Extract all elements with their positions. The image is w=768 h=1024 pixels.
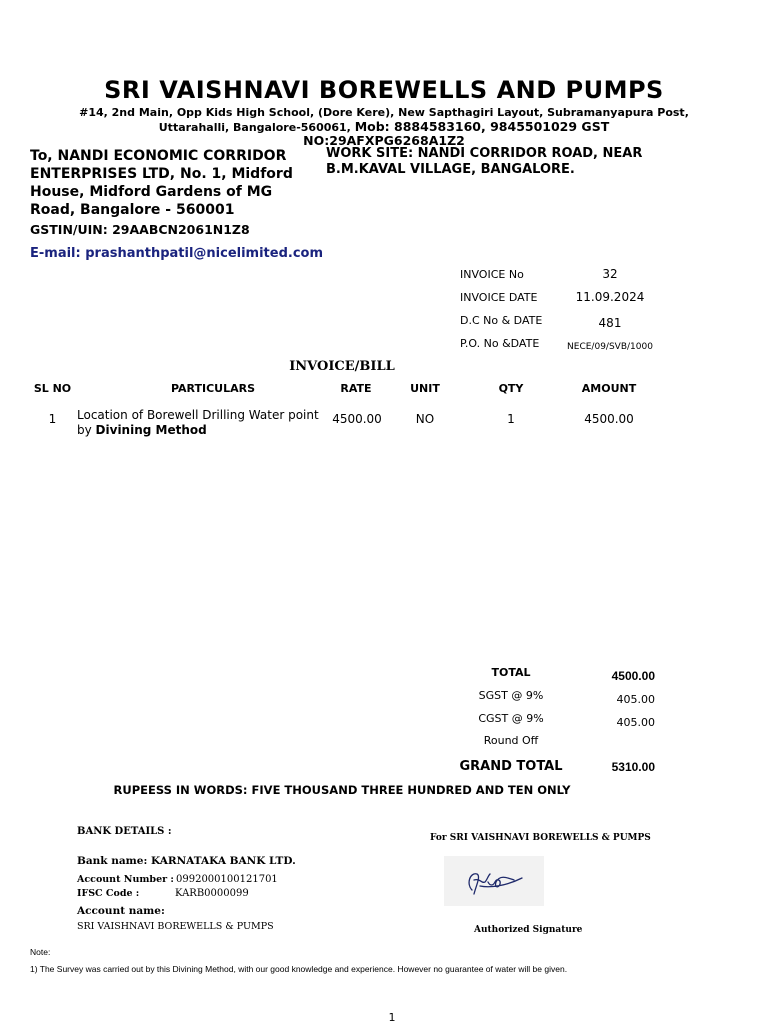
company-address-line1: #14, 2nd Main, Opp Kids High School, (Dore Kere), New Sapthagiri Layout, Subramanyapura Post, [79, 106, 689, 119]
ifsc-label: IFSC Code : [77, 888, 140, 899]
signature-box [444, 856, 544, 906]
customer-email: E-mail: prashanthpatil@nicelimited.com [30, 246, 324, 261]
bank-details-heading: BANK DETAILS : [77, 826, 172, 837]
row-amount: 4500.00 [584, 412, 634, 426]
grand-total-value: 5310.00 [611, 760, 655, 774]
company-name: SRI VAISHNAVI BOREWELLS AND PUMPS [104, 76, 664, 104]
row-sl-no: 1 [48, 412, 57, 426]
dc-no-value: 481 [598, 316, 622, 330]
cgst-label: CGST @ 9% [478, 712, 544, 725]
total-value: 4500.00 [611, 669, 655, 683]
sgst-label: SGST @ 9% [478, 689, 544, 702]
header-rate: RATE [340, 382, 372, 395]
account-number-value: 0992000100121701 [176, 874, 278, 885]
header-qty: QTY [498, 382, 524, 395]
company-address-line2 [30, 120, 738, 134]
authorized-signature-label: Authorized Signature [474, 925, 583, 935]
account-name-label: Account name: [77, 905, 165, 917]
header-unit: UNIT [410, 382, 440, 395]
particulars-method: Divining Method [95, 423, 207, 437]
work-site: WORK SITE: NANDI CORRIDOR ROAD, NEAR B.M.KAVAL VILLAGE, BANGALORE. [326, 146, 643, 177]
bank-name: Bank name: KARNATAKA BANK LTD. [77, 855, 296, 867]
roundoff-label: Round Off [483, 734, 539, 747]
invoice-no-label: INVOICE No [460, 268, 524, 281]
signature-for-company: For SRI VAISHNAVI BOREWELLS & PUMPS [430, 833, 651, 843]
customer-gstin: GSTIN/UIN: 29AABCN2061N1Z8 [30, 222, 250, 237]
row-rate: 4500.00 [332, 412, 382, 426]
header-particulars: PARTICULARS [170, 382, 256, 395]
header-sl-no: SL NO [33, 382, 72, 395]
page-number: 1 [388, 1011, 396, 1024]
dc-no-label: D.C No & DATE [460, 314, 543, 327]
handwritten-signature-icon [444, 856, 544, 906]
cgst-value: 405.00 [616, 716, 655, 729]
header-amount: AMOUNT [581, 382, 637, 395]
note-text: 1) The Survey was carried out by this Divining Method, with our good knowledge and experience. However no guarantee of water will be given. [30, 964, 568, 974]
address-city: Uttarahalli, Bangalore-560061, [158, 121, 351, 134]
row-particulars [77, 408, 327, 438]
total-label: TOTAL [491, 666, 531, 679]
account-name-value: SRI VAISHNAVI BOREWELLS & PUMPS [77, 921, 274, 932]
invoice-date-label: INVOICE DATE [460, 291, 538, 304]
grand-total-label: GRAND TOTAL [459, 759, 563, 774]
customer-address: To, NANDI ECONOMIC CORRIDOR ENTERPRISES LTD, No. 1, Midford House, Midford Gardens of MG Road, Bangalore - 560001 [30, 148, 293, 218]
company-gst-number: NO:29AFXPG6268A1Z2 [303, 133, 465, 148]
row-qty: 1 [507, 412, 515, 426]
amount-in-words: RUPEESS IN WORDS: FIVE THOUSAND THREE HUNDRED AND TEN ONLY [113, 783, 571, 797]
row-unit: NO [415, 412, 435, 426]
ifsc-value: KARB0000099 [175, 888, 249, 899]
po-no-label: P.O. No &DATE [460, 337, 540, 350]
invoice-date-value: 11.09.2024 [575, 290, 645, 304]
account-number-label: Account Number : [77, 874, 174, 885]
invoice-no-value: 32 [602, 267, 618, 281]
po-no-value: NECE/09/SVB/1000 [567, 342, 653, 352]
particulars-text: Location of Borewell Drilling Water point by [77, 408, 319, 437]
invoice-title: INVOICE/BILL [289, 359, 395, 374]
note-heading: Note: [30, 947, 51, 957]
sgst-value: 405.00 [616, 693, 655, 706]
address-mobile: Mob: 8884583160, 9845501029 GST [354, 119, 610, 134]
